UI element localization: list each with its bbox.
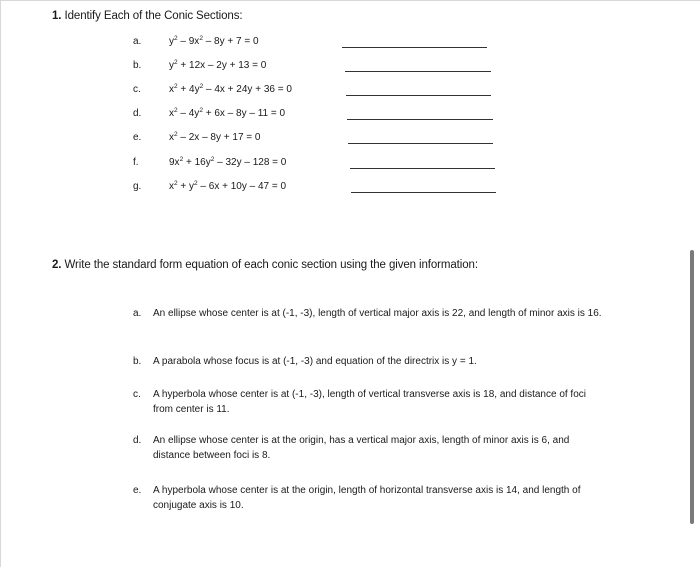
question-2-heading — [52, 259, 478, 271]
equation-row-g — [0, 181, 700, 197]
equation-row-d — [0, 108, 700, 124]
answer-blank-g[interactable] — [351, 192, 496, 193]
item-text: A hyperbola whose center is at the origin, length of horizontal transverse axis is 14, and length of conjugate axis is 10. — [153, 485, 581, 511]
question-1-number: 1. — [52, 10, 62, 22]
answer-blank-c[interactable] — [346, 95, 491, 96]
answer-blank-a[interactable] — [342, 47, 487, 48]
equation-letter: g. — [133, 181, 142, 192]
equation-row-a — [0, 36, 700, 52]
question-1-heading — [52, 10, 242, 22]
equation-letter: b. — [133, 60, 142, 71]
vertical-scrollbar[interactable] — [690, 250, 694, 524]
answer-blank-f[interactable] — [350, 168, 495, 169]
item-letter: b. — [133, 356, 142, 367]
item-letter: a. — [133, 308, 142, 319]
equation-text: $x^2 - 4y^2 + 6x - 8y - 11 = 0$ — [169, 107, 286, 119]
item-letter: e. — [133, 485, 142, 496]
equation-letter: e. — [133, 132, 142, 143]
equation-letter: d. — [133, 108, 142, 119]
answer-blank-d[interactable] — [347, 119, 493, 120]
equation-text: $x^2 - 2x - 8y + 17 = 0$ — [169, 131, 261, 143]
equation-text: $x^2 + 4y^2 - 4x + 24y + 36 = 0$ — [169, 83, 292, 95]
equation-letter: a. — [133, 36, 142, 47]
equation-row-f — [0, 157, 700, 173]
item-text: A parabola whose focus is at (-1, -3) and equation of the directrix is y = 1. — [153, 356, 477, 367]
item-text: A hyperbola whose center is at (-1, -3), length of vertical transverse axis is 18, and distance of foci from center is 11. — [153, 389, 586, 415]
item-text: An ellipse whose center is at (-1, -3), length of vertical major axis is 22, and length of minor axis is 16. — [153, 308, 602, 319]
answer-blank-b[interactable] — [345, 71, 491, 72]
equation-text: $x^2 + y^2 - 6x + 10y - 47 = 0$ — [169, 180, 287, 192]
equation-text: $y^2 + 12x - 2y + 13 = 0$ — [169, 59, 267, 71]
item-letter: c. — [133, 389, 141, 400]
equation-text: $9x^2 + 16y^2 - 32y - 128 = 0$ — [169, 156, 287, 168]
equation-row-e — [0, 132, 700, 148]
equation-text: $y^2 - 9x^2 - 8y + 7 = 0$ — [169, 35, 259, 47]
equation-letter: f. — [133, 157, 139, 168]
item-text: An ellipse whose center is at the origin, has a vertical major axis, length of minor axis is 6, and distance between foci is 8. — [153, 435, 570, 461]
question-2-title: Write the standard form equation of each conic section using the given information: — [64, 259, 478, 271]
question-2-number: 2. — [52, 259, 62, 271]
item-letter: d. — [133, 435, 142, 446]
question-1-title: Identify Each of the Conic Sections: — [64, 10, 243, 22]
equation-row-b — [0, 60, 700, 76]
answer-blank-e[interactable] — [348, 143, 493, 144]
equation-row-c — [0, 84, 700, 100]
equation-letter: c. — [133, 84, 141, 95]
